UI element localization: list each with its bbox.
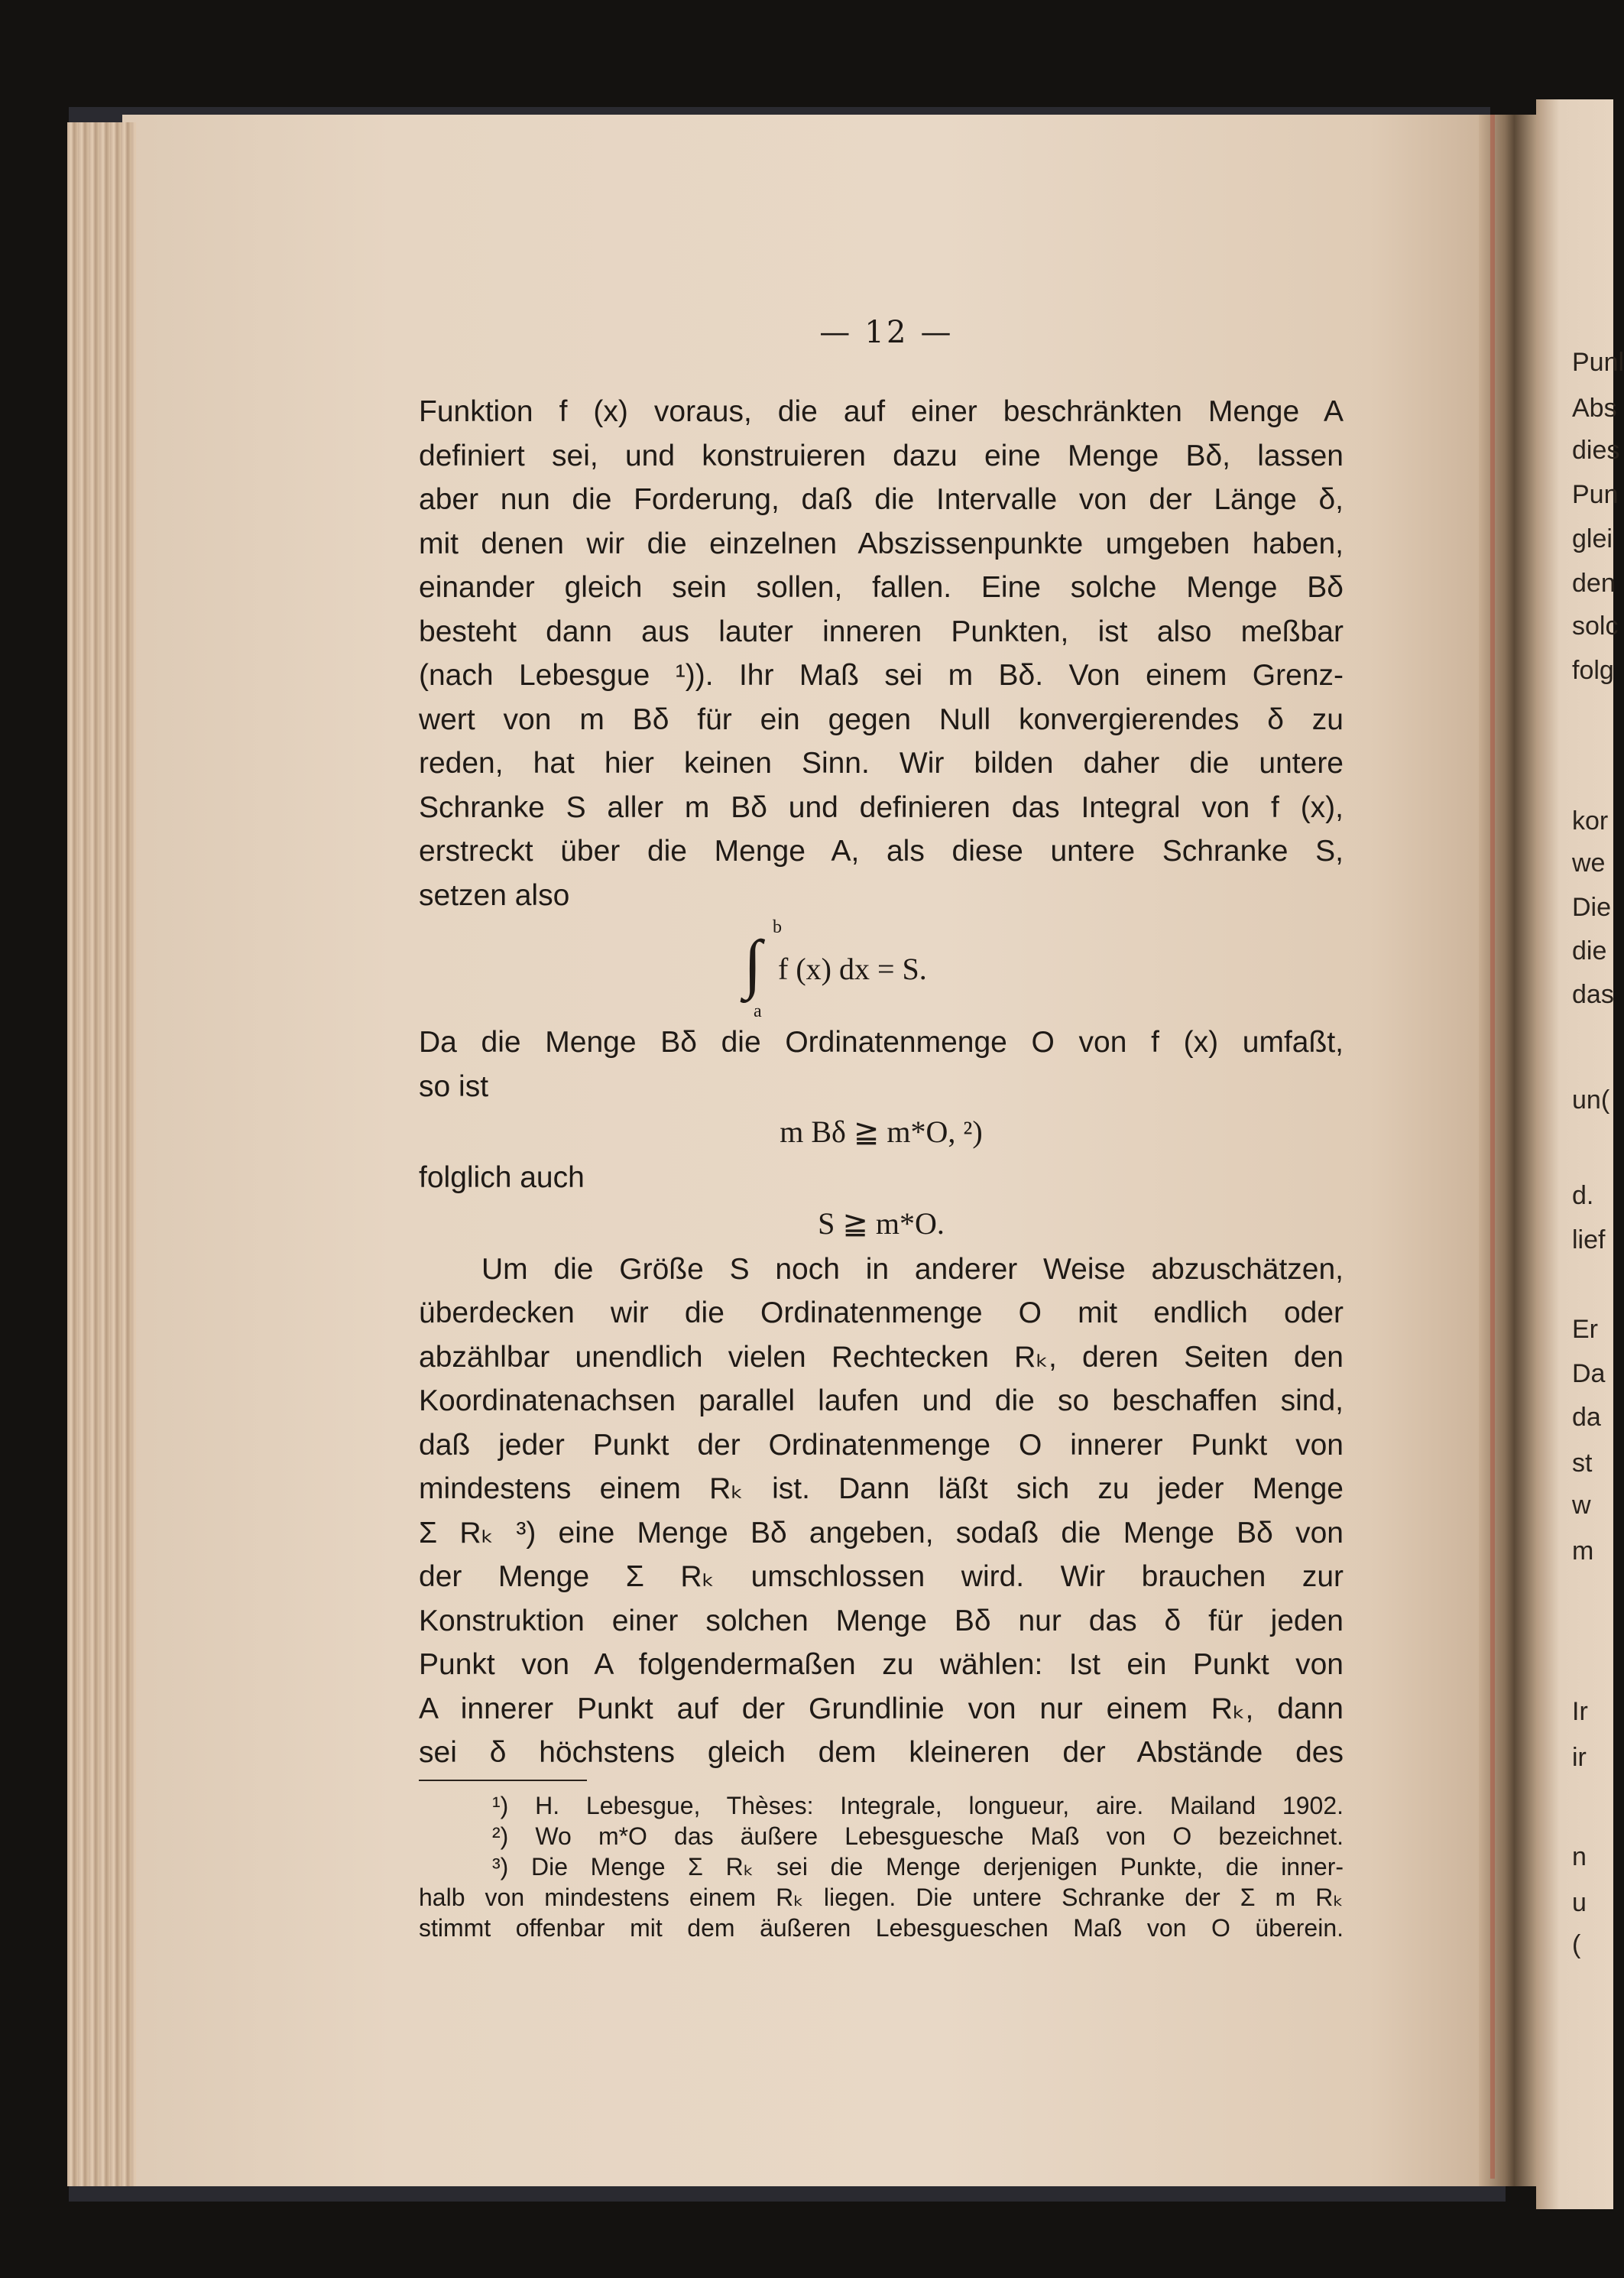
page-body bbox=[419, 390, 1344, 1943]
body-line: Um die Größe S noch in anderer Weise abzuschätzen, bbox=[481, 1252, 1344, 1286]
right-page-fragment: folg bbox=[1572, 656, 1614, 685]
body-line: Σ Rₖ ³) eine Menge Bδ angeben, sodaß die Menge Bδ von bbox=[419, 1516, 1344, 1549]
right-page-fragment: Die bbox=[1572, 893, 1612, 922]
right-page-fragment: st bbox=[1572, 1449, 1593, 1478]
footnote-3-continued: stimmt offenbar mit dem äußeren Lebesgueschen Maß von O überein. bbox=[419, 1913, 1344, 1942]
right-page-fragment: Pun bbox=[1572, 480, 1619, 509]
inequality-formula: m Bδ ≧ m*O, ²) bbox=[780, 1115, 983, 1149]
body-line: daß jeder Punkt der Ordinatenmenge O innerer Punkt von bbox=[419, 1428, 1344, 1462]
footnote-2: ²) Wo m*O das äußere Lebesguesche Maß von O bezeichnet. bbox=[492, 1822, 1344, 1850]
right-page-fragment: ir bbox=[1572, 1743, 1587, 1772]
body-line: Konstruktion einer solchen Menge Bδ nur das δ für jeden bbox=[419, 1604, 1344, 1637]
right-page-fragment: die bbox=[1572, 936, 1607, 965]
body-line: so ist bbox=[419, 1069, 489, 1103]
right-page-fragment: we bbox=[1572, 849, 1606, 878]
book-gutter bbox=[1479, 115, 1536, 2186]
body-line: erstreckt über die Menge A, als diese untere Schranke S, bbox=[419, 835, 1344, 868]
integral-sign: ∫ bbox=[744, 926, 762, 1000]
body-line: überdecken wir die Ordinatenmenge O mit endlich oder bbox=[419, 1296, 1344, 1329]
right-page-fragment: Er bbox=[1572, 1315, 1598, 1344]
right-page-fragment: dies bbox=[1572, 436, 1620, 465]
right-page-fragment: d. bbox=[1572, 1181, 1594, 1210]
body-line: Schranke S aller m Bδ und definieren das Integral von f (x), bbox=[419, 790, 1344, 824]
right-page-edge bbox=[1490, 115, 1495, 2179]
right-page-fragment: u bbox=[1572, 1888, 1587, 1917]
page-edges bbox=[67, 122, 136, 2186]
body-line: setzen also bbox=[419, 878, 570, 912]
body-line: folglich auch bbox=[419, 1161, 585, 1194]
body-line: aber nun die Forderung, daß die Intervalle von der Länge δ, bbox=[419, 483, 1344, 516]
page-number: — 12 — bbox=[819, 315, 954, 350]
footnote-rule bbox=[419, 1780, 587, 1781]
right-page-fragment: Ir bbox=[1572, 1697, 1588, 1726]
body-line: mit denen wir die einzelnen Abszissenpunkte umgeben haben, bbox=[419, 527, 1344, 560]
footnote-3-continued: halb von mindestens einem Rₖ liegen. Die untere Schranke der Σ m Rₖ bbox=[419, 1883, 1344, 1911]
body-line: (nach Lebesgue ¹)). Ihr Maß sei m Bδ. Von einem Grenz- bbox=[419, 659, 1344, 692]
inequality-formula: S ≧ m*O. bbox=[818, 1206, 945, 1241]
right-page-fragment: Abs bbox=[1572, 394, 1617, 423]
body-line: abzählbar unendlich vielen Rechtecken Rₖ, deren Seiten den bbox=[419, 1340, 1344, 1374]
right-page-fragment: un( bbox=[1572, 1085, 1610, 1115]
integral-lower-limit: a bbox=[754, 1001, 762, 1021]
right-page-fragment: glei bbox=[1572, 524, 1613, 553]
right-page-fragment: den bbox=[1572, 569, 1616, 598]
integral-expression: f (x) dx = S. bbox=[778, 952, 927, 986]
right-page-fragment: das bbox=[1572, 980, 1614, 1009]
body-line: einander gleich sein sollen, fallen. Eine solche Menge Bδ bbox=[419, 571, 1344, 604]
footnote-1: ¹) H. Lebesgue, Thèses: Integrale, longueur, aire. Mailand 1902. bbox=[492, 1791, 1344, 1819]
body-line: besteht dann aus lauter inneren Punkten, ist also meßbar bbox=[419, 615, 1344, 648]
right-page-fragment: w bbox=[1572, 1491, 1591, 1520]
right-page-fragment: n bbox=[1572, 1842, 1587, 1871]
right-page-fragment: kor bbox=[1572, 806, 1609, 836]
body-line: der Menge Σ Rₖ umschlossen wird. Wir brauchen zur bbox=[419, 1560, 1344, 1593]
body-line: mindestens einem Rₖ ist. Dann läßt sich zu jeder Menge bbox=[419, 1472, 1344, 1505]
integral-upper-limit: b bbox=[773, 917, 782, 937]
body-line: reden, hat hier keinen Sinn. Wir bilden daher die untere bbox=[419, 747, 1344, 780]
body-line: definiert sei, und konstruieren dazu eine Menge Bδ, lassen bbox=[419, 439, 1344, 472]
right-page-fragment: da bbox=[1572, 1403, 1601, 1432]
body-line: sei δ höchstens gleich dem kleineren der Abstände des bbox=[419, 1736, 1344, 1769]
right-page-fragment: solc bbox=[1572, 612, 1619, 641]
body-line: Punkt von A folgendermaßen zu wählen: Ist ein Punkt von bbox=[419, 1648, 1344, 1681]
right-page-fragment: Punl bbox=[1572, 348, 1624, 377]
body-line: Koordinatenachsen parallel laufen und die so beschaffen sind, bbox=[419, 1384, 1344, 1417]
body-line: Funktion f (x) voraus, die auf einer beschränkten Menge A bbox=[419, 395, 1344, 428]
integral-formula bbox=[419, 917, 1344, 1021]
footnote-3: ³) Die Menge Σ Rₖ sei die Menge derjenigen Punkte, die inner- bbox=[492, 1852, 1344, 1880]
body-line: Da die Menge Bδ die Ordinatenmenge O von f (x) umfaßt, bbox=[419, 1026, 1344, 1059]
body-line: wert von m Bδ für ein gegen Null konvergierendes δ zu bbox=[419, 703, 1344, 736]
right-page-fragment: ( bbox=[1572, 1930, 1581, 1959]
right-page-fragment: Da bbox=[1572, 1359, 1606, 1388]
right-page-fragment: lief bbox=[1572, 1225, 1606, 1254]
right-page-fragment: m bbox=[1572, 1537, 1594, 1566]
body-line: A innerer Punkt auf der Grundlinie von nur einem Rₖ, dann bbox=[419, 1692, 1344, 1725]
